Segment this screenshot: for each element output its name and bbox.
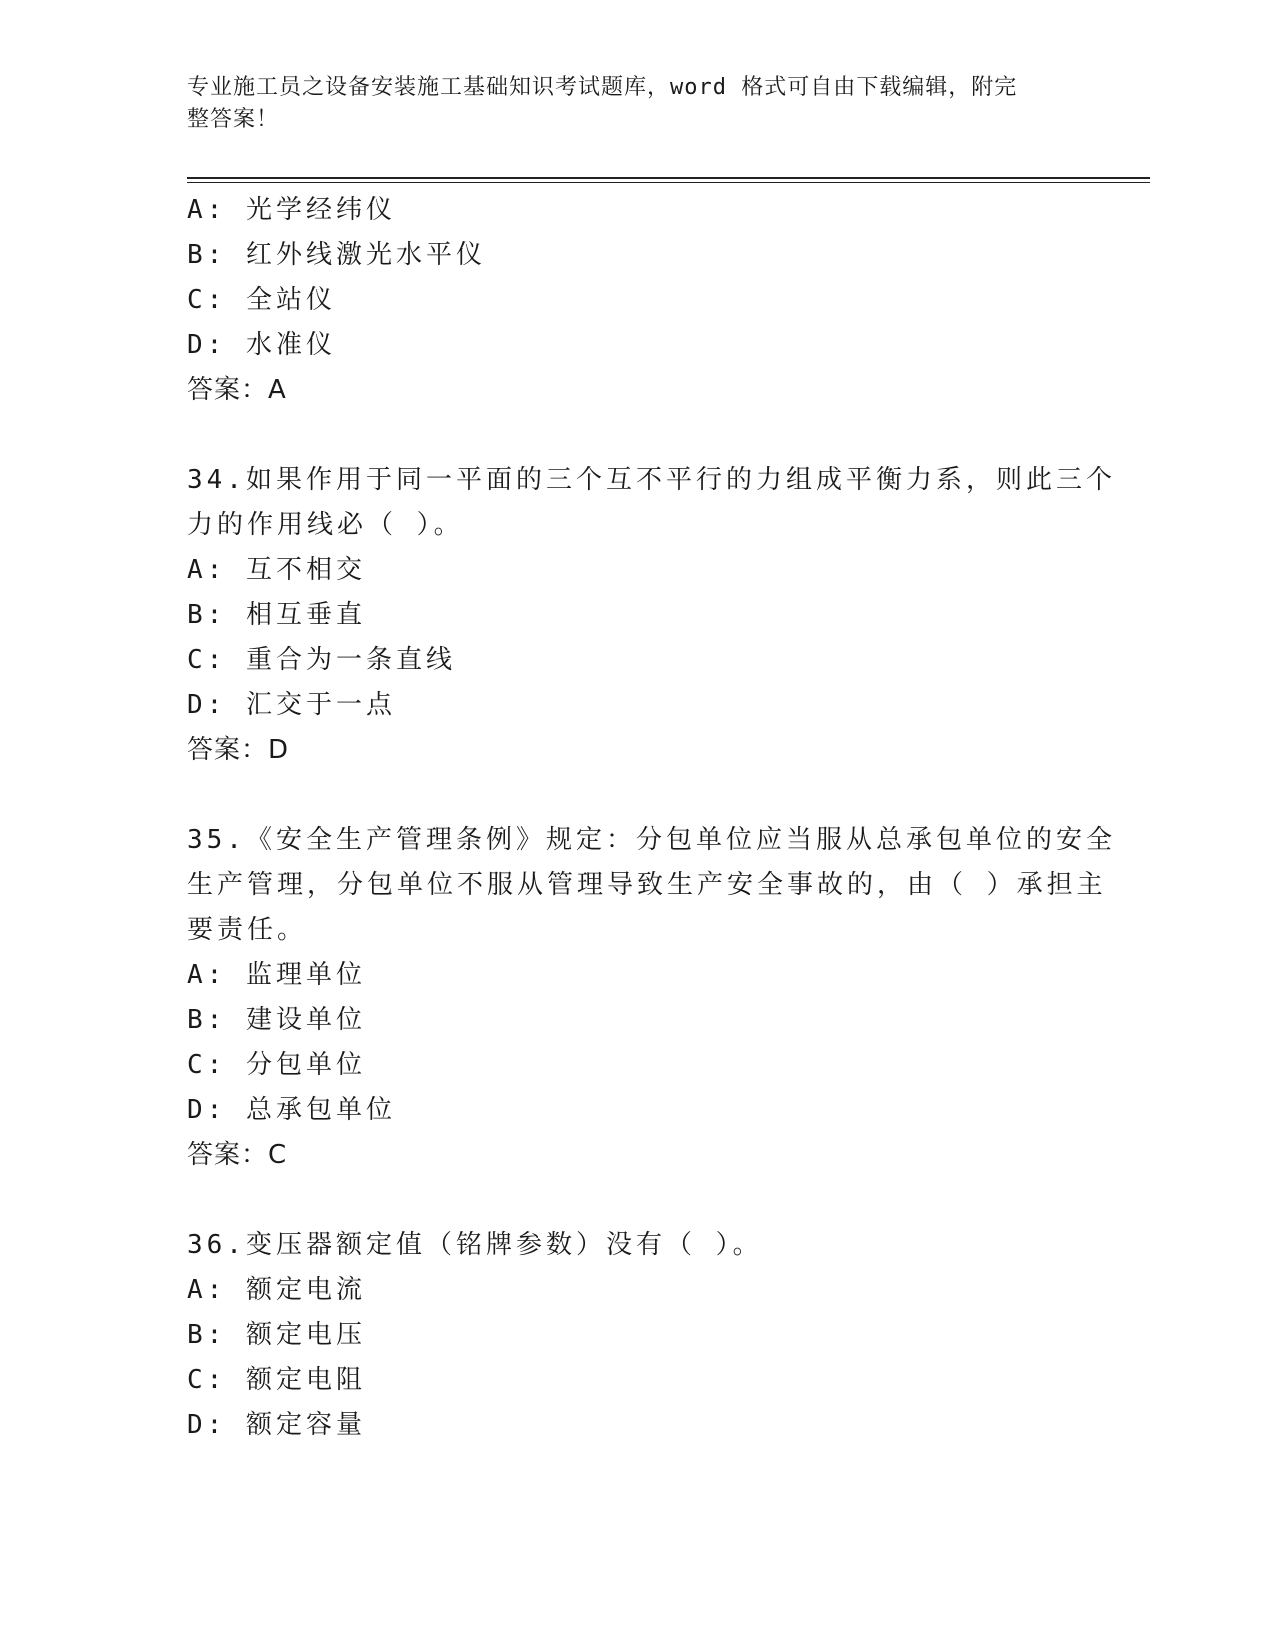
q33-option-c: C: 全站仪 [187,285,336,315]
q36-stem-line-1: 36.变压器额定值（铭牌参数）没有（ ）。 [187,1230,763,1260]
q34-stem-line-2: 力的作用线必（ ）。 [187,510,464,540]
q34-stem-line-1: 34.如果作用于同一平面的三个互不平行的力组成平衡力系，则此三个 [187,465,1116,495]
q34-option-b: B: 相互垂直 [187,600,366,630]
q34-option-a: A: 互不相交 [187,555,366,585]
q33-option-d: D: 水准仪 [187,330,336,360]
q35-option-d: D: 总承包单位 [187,1095,396,1125]
q36-option-d: D: 额定容量 [187,1410,366,1440]
q34-option-d: D: 汇交于一点 [187,690,396,720]
q33-option-b: B: 红外线激光水平仪 [187,240,486,270]
q35-stem-line-3: 要责任。 [187,915,308,945]
q36-option-a: A: 额定电流 [187,1275,366,1305]
q36-option-c: C: 额定电阻 [187,1365,366,1395]
q34-answer: 答案：D [187,735,290,765]
q33-answer: 答案：A [187,375,287,405]
q33-option-a: A: 光学经纬仪 [187,195,396,225]
q35-option-c: C: 分包单位 [187,1050,366,1080]
q35-answer: 答案：C [187,1140,288,1170]
header-divider [187,177,1150,183]
q35-option-b: B: 建设单位 [187,1005,366,1035]
q35-stem-line-2: 生产管理，分包单位不服从管理导致生产安全事故的，由（ ）承担主 [187,870,1107,900]
header-line-2: 整答案！ [187,107,280,132]
q34-option-c: C: 重合为一条直线 [187,645,456,675]
q36-option-b: B: 额定电压 [187,1320,366,1350]
header-line-1: 专业施工员之设备安装施工基础知识考试题库，word 格式可自由下载编辑，附完 [187,75,1018,100]
q35-option-a: A: 监理单位 [187,960,366,990]
document-header [187,72,1067,136]
q35-stem-line-1: 35.《安全生产管理条例》规定：分包单位应当服从总承包单位的安全 [187,825,1116,855]
